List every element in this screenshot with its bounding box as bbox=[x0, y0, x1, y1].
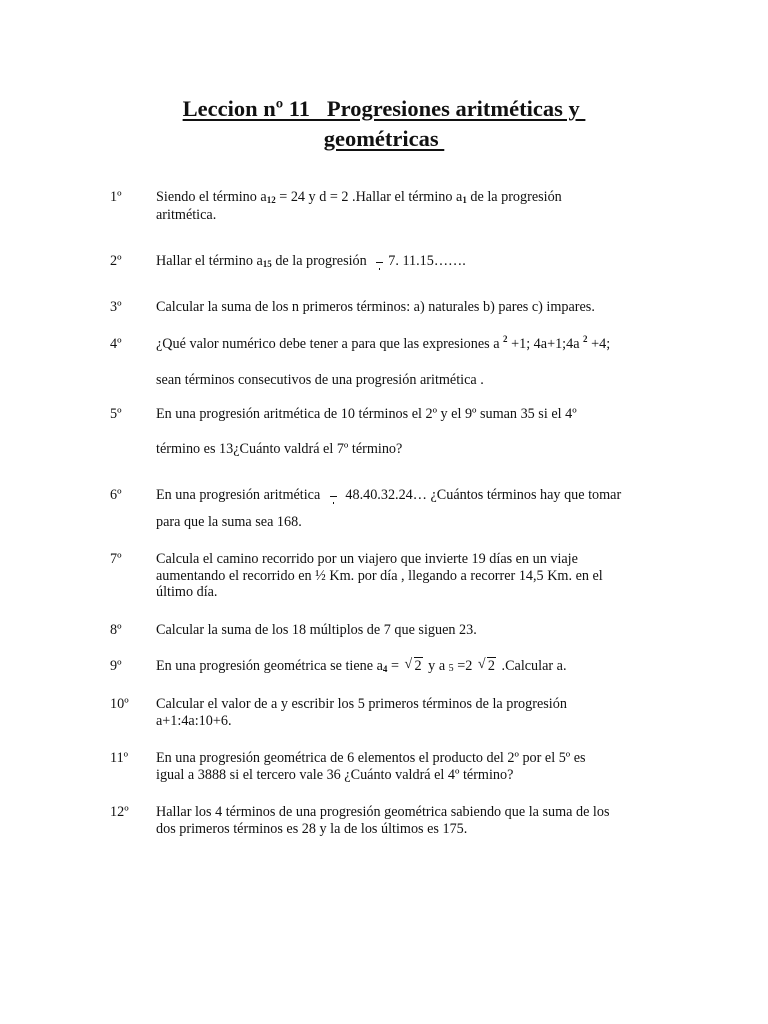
exercise-text: sean términos consecutivos de una progresión aritmética . bbox=[156, 371, 484, 388]
exercise-text: dos primeros términos es 28 y la de los últimos es 175. bbox=[156, 820, 468, 837]
title-line-1: Leccion nº 11 Progresiones aritméticas y bbox=[182, 96, 586, 121]
exercise-number: 6º bbox=[110, 487, 122, 503]
exercise-text: Hallar los 4 términos de una progresión geométrica sabiendo que la suma de los bbox=[156, 804, 610, 820]
square-root-icon: √ 2 bbox=[404, 657, 422, 674]
exercise-number: 8º bbox=[110, 622, 122, 638]
exercise-text: igual a 3888 si el tercero vale 36 ¿Cuánto valdrá el 4º término? bbox=[156, 766, 514, 783]
superscript: 2 bbox=[503, 334, 508, 344]
exercise-text: último día. bbox=[156, 584, 218, 600]
subscript: 12 bbox=[266, 195, 276, 205]
exercise-number: 9º bbox=[110, 658, 122, 674]
exercise-number: 2º bbox=[110, 253, 122, 269]
exercise-text: Hallar el término a15 de la progresión 7. 11.15……. bbox=[156, 253, 466, 269]
exercise-number: 11º bbox=[110, 750, 129, 766]
exercise-number: 7º bbox=[110, 551, 122, 567]
exercise-text: a+1:4a:10+6. bbox=[156, 712, 232, 729]
exercise-text: Calcular el valor de a y escribir los 5 primeros términos de la progresión bbox=[156, 696, 567, 712]
exercise-text: aumentando el recorrido en ½ Km. por día , llegando a recorrer 14,5 Km. en el bbox=[156, 567, 603, 584]
subscript: 5 bbox=[448, 663, 454, 674]
exercise-text: aritmética. bbox=[156, 206, 217, 223]
exercise-text: En una progresión aritmética 48.40.32.24… ¿Cuántos términos hay que tomar bbox=[156, 487, 622, 503]
exercise-text: Siendo el término a12 = 24 y d = 2 .Hallar el término a1 de la progresión bbox=[156, 189, 562, 205]
progression-symbol-icon bbox=[375, 255, 385, 269]
exercise-text: término es 13¿Cuánto valdrá el 7º término? bbox=[156, 440, 403, 457]
exercise-number: 1º bbox=[110, 189, 122, 205]
exercise-text: Calcula el camino recorrido por un viajero que invierte 19 días en un viaje bbox=[156, 551, 578, 567]
exercise-text: En una progresión aritmética de 10 términos el 2º y el 9º suman 35 si el 4º bbox=[156, 406, 577, 422]
progression-symbol-icon bbox=[329, 489, 339, 503]
subscript: 15 bbox=[262, 259, 272, 269]
lesson-title bbox=[0, 94, 768, 154]
exercise-number: 4º bbox=[110, 336, 122, 352]
exercise-number: 12º bbox=[110, 804, 129, 820]
exercise-number: 5º bbox=[110, 406, 122, 422]
title-line-2: geométricas bbox=[323, 126, 445, 151]
exercise-text: En una progresión geométrica de 6 elementos el producto del 2º por el 5º es bbox=[156, 750, 586, 766]
exercise-text: ¿Qué valor numérico debe tener a para que las expresiones a $^2$ +1; 4a+1;4a $^2$ +4; bbox=[156, 334, 611, 352]
exercise-text: Calcular la suma de los n primeros términos: a) naturales b) pares c) impares. bbox=[156, 299, 595, 315]
exercise-number: 3º bbox=[110, 299, 122, 315]
exercise-text: Calcular la suma de los 18 múltiplos de 7 que siguen 23. bbox=[156, 622, 477, 638]
exercise-text: para que la suma sea 168. bbox=[156, 513, 302, 530]
subscript: 1 bbox=[462, 195, 467, 205]
subscript: 4 bbox=[382, 664, 388, 674]
superscript: 2 bbox=[583, 334, 588, 344]
exercise-text: En una progresión geométrica se tiene a4 = √ 2 y a 5 =2 √ 2 .Calcular a. bbox=[156, 657, 567, 674]
square-root-icon: √ 2 bbox=[477, 657, 495, 674]
exercise-number: 10º bbox=[110, 696, 129, 712]
